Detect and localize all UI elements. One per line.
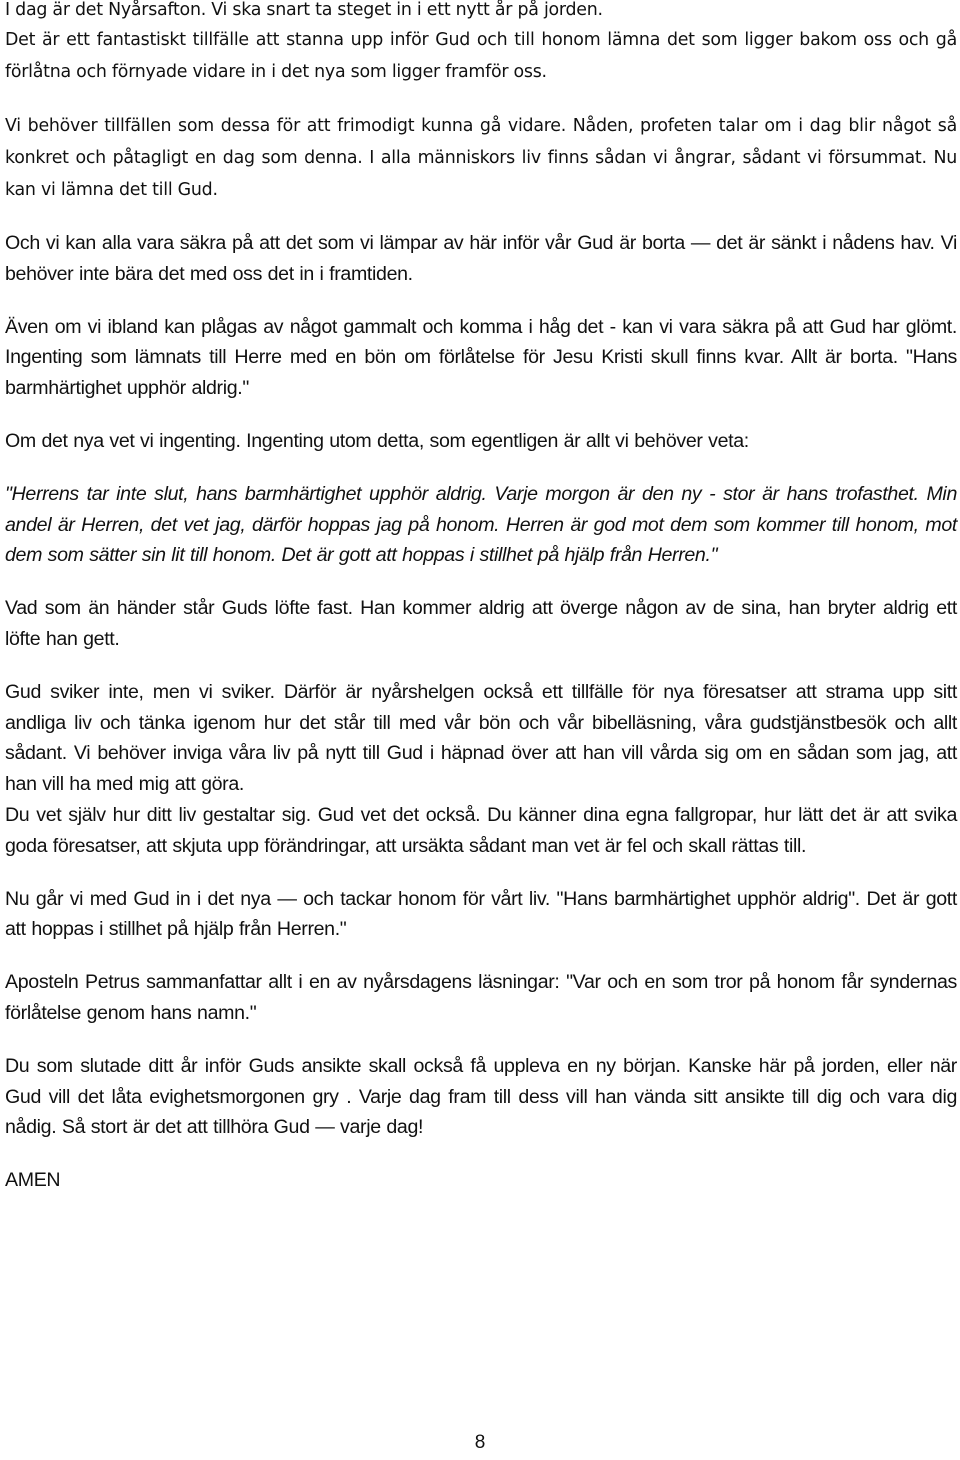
intro-line-1: I dag är det Nyårsafton. Vi ska snart ta steget in i ett nytt år på jorden.: [5, 0, 603, 20]
paragraph-glomt: Även om vi ibland kan plågas av något gammalt och komma i håg det - kan vi vara säkra på att Gud har glömt. Ingenting som lämnats till Herre med en bön om förlåtelse för Jesu Kristi skull finns kvar. Allt är borta. "Hans barmhärtighet upphör aldrig.": [5, 315, 957, 400]
paragraph-lofte: Vad som än händer står Guds löfte fast. Han kommer aldrig att överge någon av de sina, han bryter aldrig ett löfte han gett.: [5, 597, 957, 650]
intro-paragraph: Det är ett fantastiskt tillfälle att stanna upp inför Gud och till honom lämna det som ligger bakom oss och gå förlåtna och förnyade vidare in i det nya som ligger framför oss.: [5, 30, 957, 82]
amen-line: AMEN: [5, 1169, 61, 1192]
paragraph-sjalv: Du vet själv hur ditt liv gestaltar sig. Gud vet det också. Du känner dina egna fallgropar, hur lätt det är att svika goda föresatser, att skjuta upp förändringar, att ursäkta sådant man vet är fel och skall rättas till.: [5, 803, 957, 857]
paragraph-slutade: Du som slutade ditt år inför Guds ansikte skall också få uppleva en ny början. Kanske här på jorden, eller när Gud vill det låta evighetsmorgonen gry . Varje dag fram till dess vill han vända sitt ansikte till dig och vara dig nådig. Så stort är det att tillhöra Gud — varje dag!: [5, 1054, 957, 1139]
paragraph-sviker: Gud sviker inte, men vi sviker. Därför är nyårshelgen också ett tillfälle för nya föresatser att strama upp sitt andliga liv och tänka igenom hur det står till med vår bön och vår bibelläsning, våra gudstjänstbesök och allt sådant. Vi behöver inviga våra liv på nytt till Gud i häpnad över att han vill vårda sig om en sådan som jag, att han vill ha med mig att göra.: [5, 680, 957, 796]
document-page: [5, 0, 957, 1196]
paragraph-vidare: Vi behöver tillfällen som dessa för att frimodigt kunna gå vidare. Nåden, profeten talar om i dag blir något så konkret och påtagligt en dag som denna. I alla människors liv finns sådan vi ångrar, sådant vi försummat. Nu kan vi lämna det till Gud.: [5, 116, 957, 200]
paragraph-naden: Och vi kan alla vara säkra på att det som vi lämpar av här inför vår Gud är borta — det är sänkt i nådens hav. Vi behöver inte bära det med oss det in i framtiden.: [5, 232, 957, 285]
paragraph-petrus: Aposteln Petrus sammanfattar allt i en av nyårsdagens läsningar: "Var och en som tror på honom får syndernas förlåtelse genom hans namn.": [5, 971, 957, 1024]
quote-herren: "Herrens tar inte slut, hans barmhärtighet upphör aldrig. Varje morgon är den ny - stor är hans trofasthet. Min andel är Herren, det vet jag, därför hoppas jag på honom. Herren är god mot dem som kommer till honom, mot dem som sätter sin lit till honom. Det är gott att hoppas i stillhet på hjälp från Herren.": [5, 482, 957, 567]
page-number: 8: [474, 1432, 486, 1453]
paragraph-gar: Nu går vi med Gud in i det nya — och tackar honom för vårt liv. "Hans barmhärtighet upphör aldrig". Det är gott att hoppas i stillhet på hjälp från Herren.": [5, 887, 957, 941]
paragraph-nya: Om det nya vet vi ingenting. Ingenting utom detta, som egentligen är allt vi behöver veta:: [5, 429, 749, 452]
